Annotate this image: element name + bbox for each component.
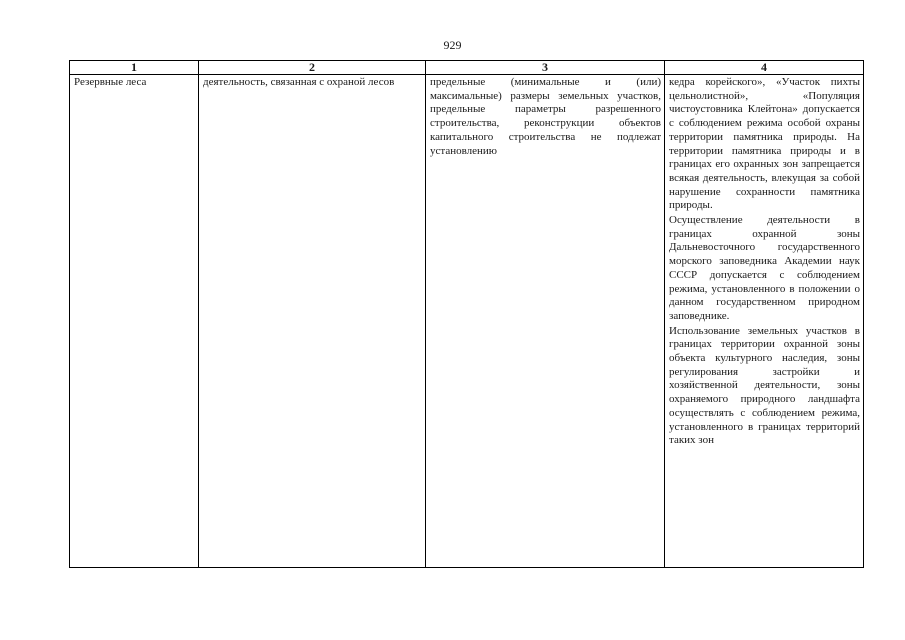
column-header-2: 2	[199, 61, 426, 75]
cell-restrictions	[665, 75, 864, 568]
restrictions-paragraph: кедра корейского», «Участок пихты цельнолистной», «Популяция чистоустовника Клейтона» допускается с соблюдением режима особой охраны территории памятника природы. На территории памятника природы и в границах его охранных зон запрещается всякая деятельность, влекущая за собой нарушение сохранности памятника природы.	[669, 76, 860, 212]
cell-land-category	[70, 75, 199, 568]
page-number: 929	[443, 38, 462, 52]
land-category-text: Резервные леса	[74, 76, 147, 88]
document-table	[69, 60, 864, 568]
table-header-row	[70, 61, 864, 75]
restrictions-paragraph: Осуществление деятельности в границах охранной зоны Дальневосточного государственного морского заповедника Академии наук СССР допускается с соблюдением режима, установленного в положении о данном государственном природном заповеднике.	[669, 214, 860, 322]
column-header-1: 1	[70, 61, 199, 75]
column-header-4: 4	[665, 61, 864, 75]
parameters-text: предельные (минимальные и (или) максимальные) размеры земельных участков, предельные параметры разрешенного строительства, реконструкции объектов капитального строительства не подлежат установлению	[430, 76, 661, 157]
table-row	[70, 75, 864, 568]
cell-permitted-use	[199, 75, 426, 568]
column-header-3: 3	[426, 61, 665, 75]
cell-parameters	[426, 75, 665, 568]
restrictions-paragraph: Использование земельных участков в границах территории охранной зоны объекта культурного наследия, зоны регулирования застройки и хозяйственной деятельности, зоны охраняемого природного ландшафта осуществлять с соблюдением режима, установленного в границах территорий таких зон	[669, 324, 860, 447]
permitted-use-text: деятельность, связанная с охраной лесов	[203, 76, 395, 88]
